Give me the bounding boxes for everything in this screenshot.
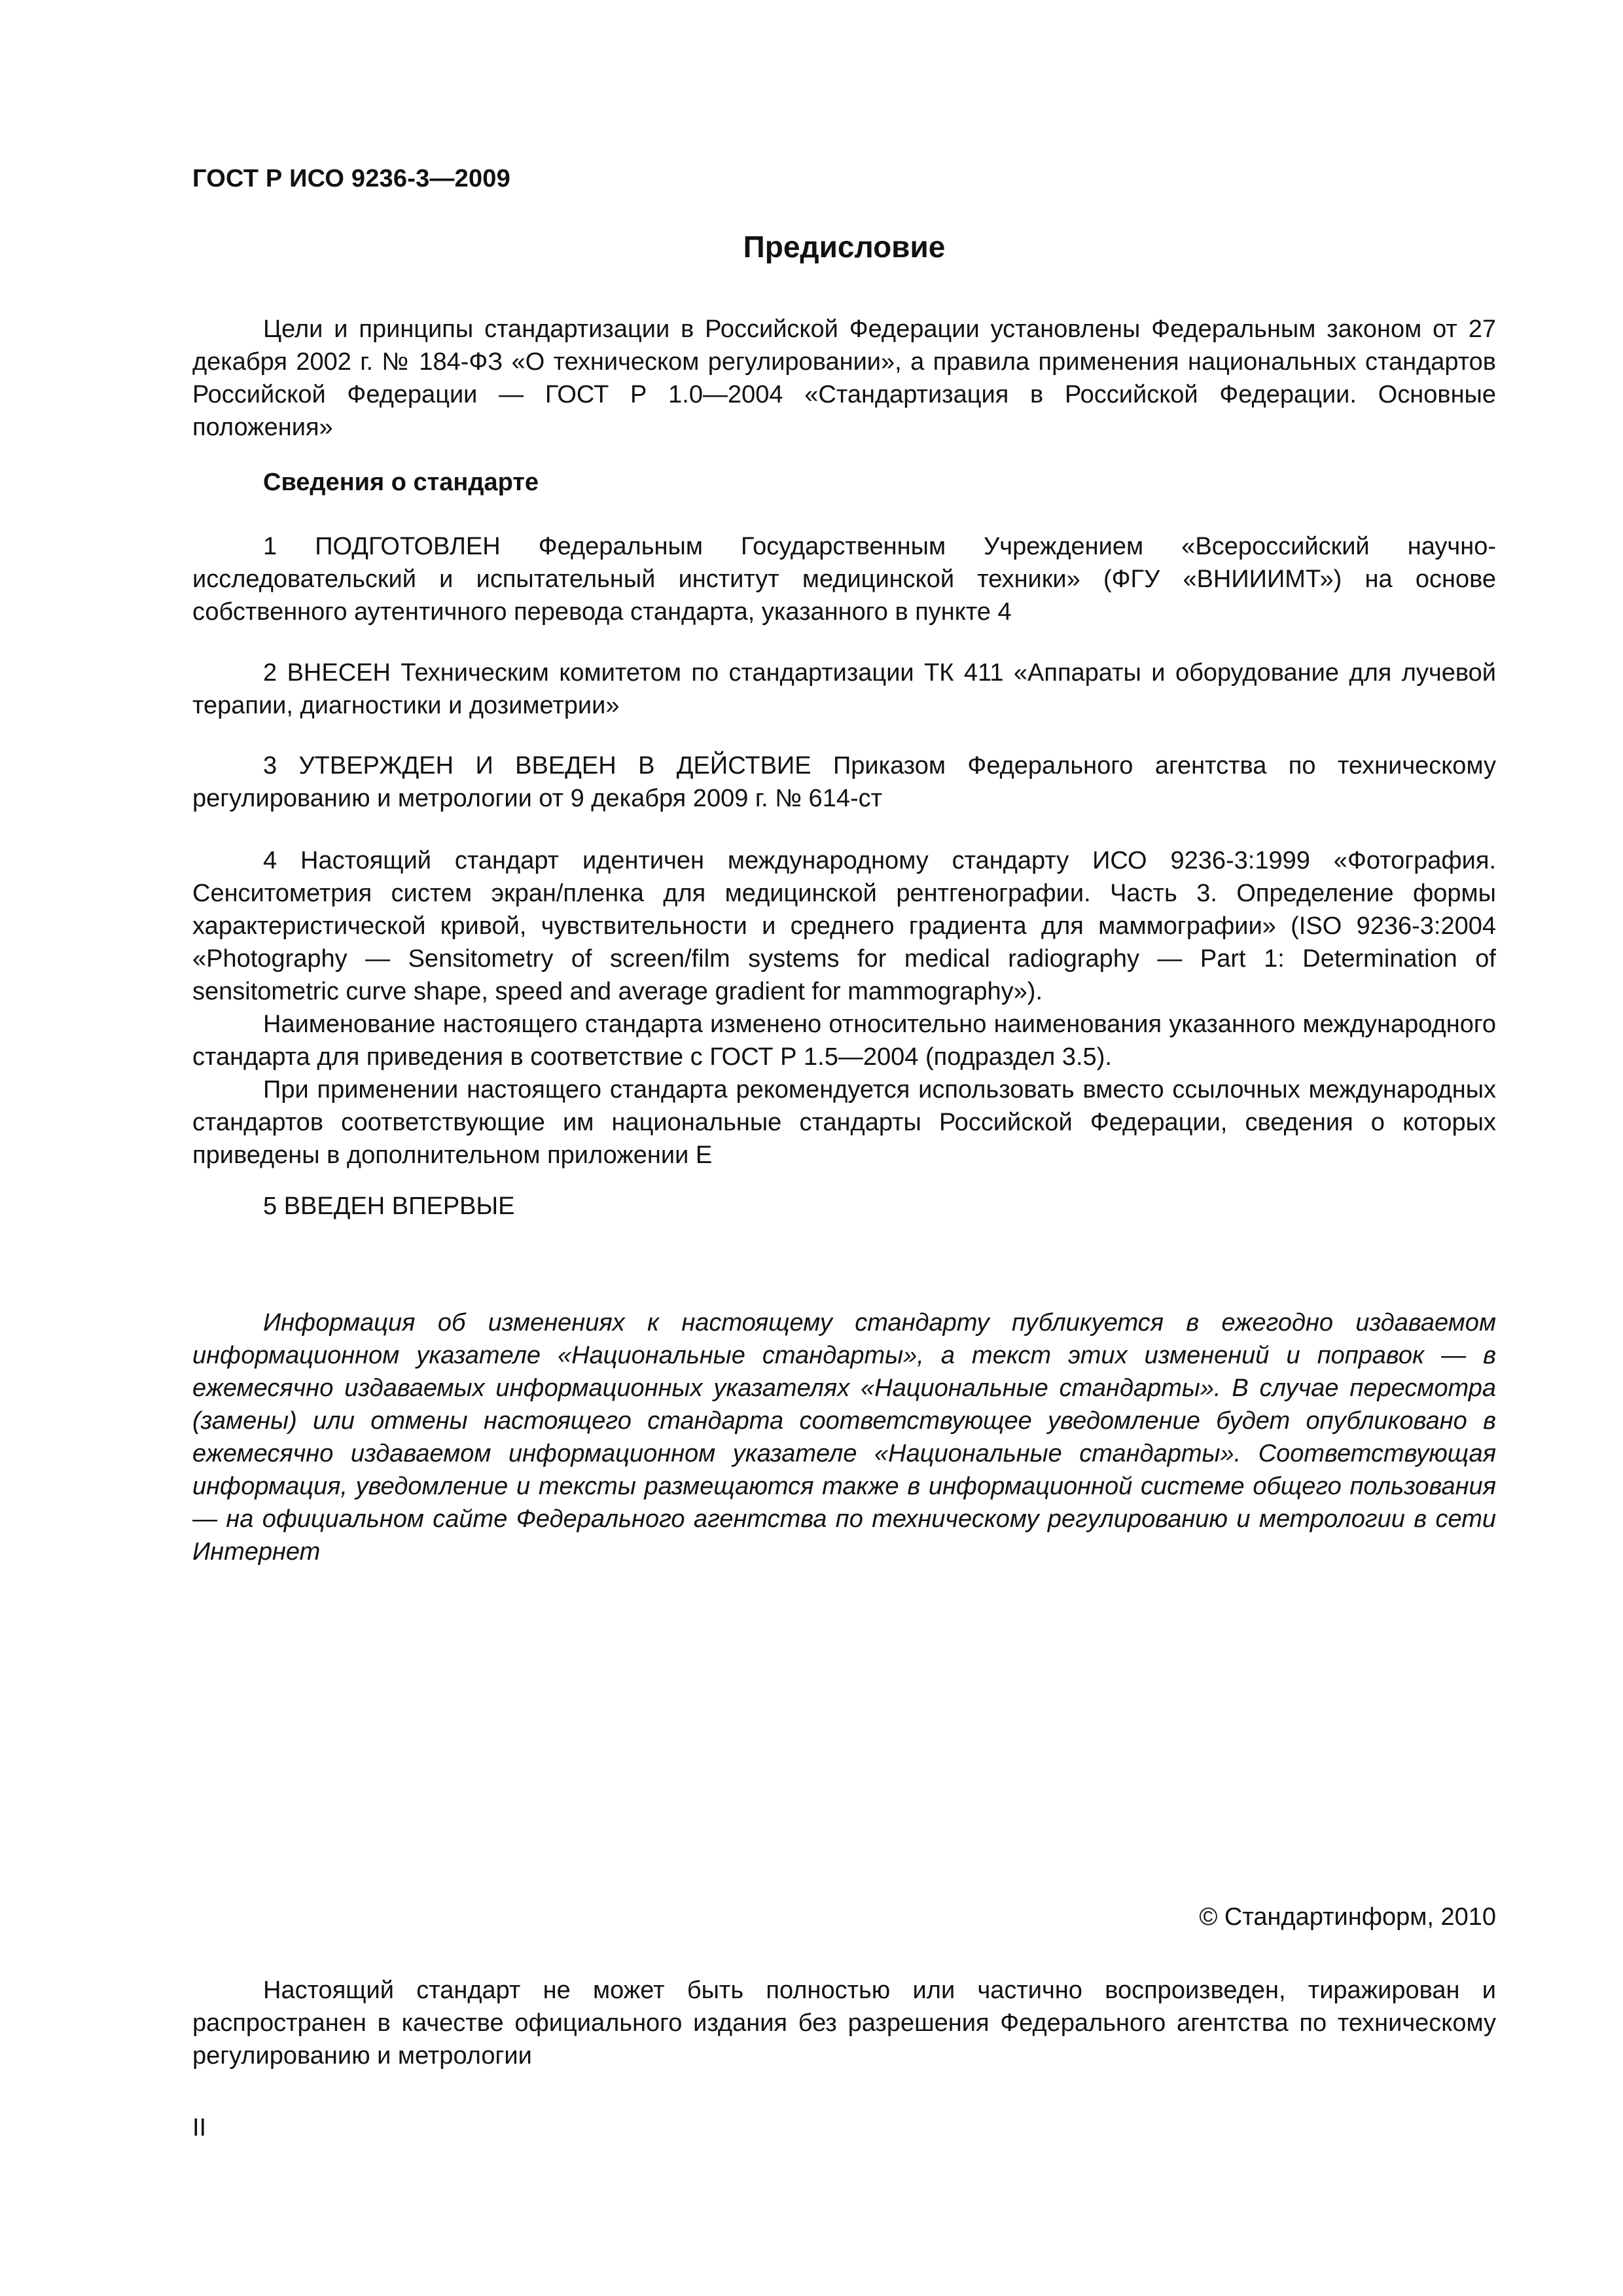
- document-code: ГОСТ Р ИСО 9236-3—2009: [192, 165, 510, 192]
- intro-block: [192, 313, 1496, 444]
- item-1-paragraph: 1 ПОДГОТОВЛЕН Федеральным Государственным Учреждением «Всероссийский научно-исследовательский и испытательный институт медицинской техники» (ФГУ «ВНИИИМТ») на основе собственного аутентичного перевода стандарта, указанного в пункте 4: [192, 533, 1496, 626]
- item-5-block: [192, 1190, 1496, 1223]
- item-4-block: [192, 844, 1496, 1172]
- item-1-block: [192, 530, 1496, 628]
- item-2-block: [192, 656, 1496, 722]
- info-heading: Сведения о стандарте: [263, 469, 539, 496]
- notice-paragraph: Информация об изменениях к настоящему стандарту публикуется в ежегодно издаваемом информационном указателе «Национальные стандарты», а текст этих изменений и поправок — в ежемесячно издаваемых информационных указателях «Национальные стандарты». В случае пересмотра (замены) или отмены настоящего стандарта соответствующее уведомление будет опубликовано в ежемесячно издаваемом информационном указателе «Национальные стандарты». Соответствующая информация, уведомление и тексты размещаются также в информационной системе общего пользования — на официальном сайте Федерального агентства по техническому регулированию и метрологии в сети Интернет: [192, 1309, 1496, 1566]
- page-number: II: [192, 2114, 207, 2142]
- copyright-line: © Стандартинформ, 2010: [1199, 1903, 1496, 1931]
- item-2-paragraph: 2 ВНЕСЕН Техническим комитетом по стандартизации ТК 411 «Аппараты и оборудование для лучевой терапии, диагностики и дозиметрии»: [192, 659, 1496, 719]
- rights-block: [192, 1974, 1496, 2072]
- info-heading-block: [192, 466, 1496, 499]
- rights-paragraph: Настоящий стандарт не может быть полностью или частично воспроизведен, тиражирован и распространен в качестве официального издания без разрешения Федерального агентства по техническому регулированию и метрологии: [192, 1977, 1496, 2070]
- intro-paragraph: Цели и принципы стандартизации в Российской Федерации установлены Федеральным законом от 27 декабря 2002 г. № 184-ФЗ «О техническом регулировании», а правила применения национальных стандартов Российской Федерации — ГОСТ Р 1.0—2004 «Стандартизация в Российской Федерации. Основные положения»: [192, 315, 1496, 441]
- item-4-paragraph: 4 Настоящий стандарт идентичен международному стандарту ИСО 9236-3:1999 «Фотография. Сенситометрия систем экран/пленка для медицинской рентгенографии. Часть 3. Определение формы характеристической кривой, чувствительности и среднего градиента для маммографии» (ISO 9236-3:2004 «Photography — Sensitometry of screen/film systems for medical radiography — Part 1: Determination of sensitometric curve shape, speed and average gradient for mammography»).: [192, 847, 1496, 1005]
- item-4-reference-note: При применении настоящего стандарта рекомендуется использовать вместо ссылочных международных стандартов соответствующие им национальные стандарты Российской Федерации, сведения о которых приведены в дополнительном приложении Е: [192, 1076, 1496, 1169]
- item-5-paragraph: 5 ВВЕДЕН ВПЕРВЫЕ: [263, 1193, 515, 1220]
- item-3-paragraph: 3 УТВЕРЖДЕН И ВВЕДЕН В ДЕЙСТВИЕ Приказом Федерального агентства по техническому регулированию и метрологии от 9 декабря 2009 г. № 614-ст: [192, 752, 1496, 812]
- item-3-block: [192, 749, 1496, 815]
- notice-block: [192, 1306, 1496, 1568]
- item-4-name-note: Наименование настоящего стандарта изменено относительно наименования указанного международного стандарта для приведения в соответствие с ГОСТ Р 1.5—2004 (подраздел 3.5).: [192, 1011, 1496, 1071]
- section-title: Предисловие: [743, 230, 946, 264]
